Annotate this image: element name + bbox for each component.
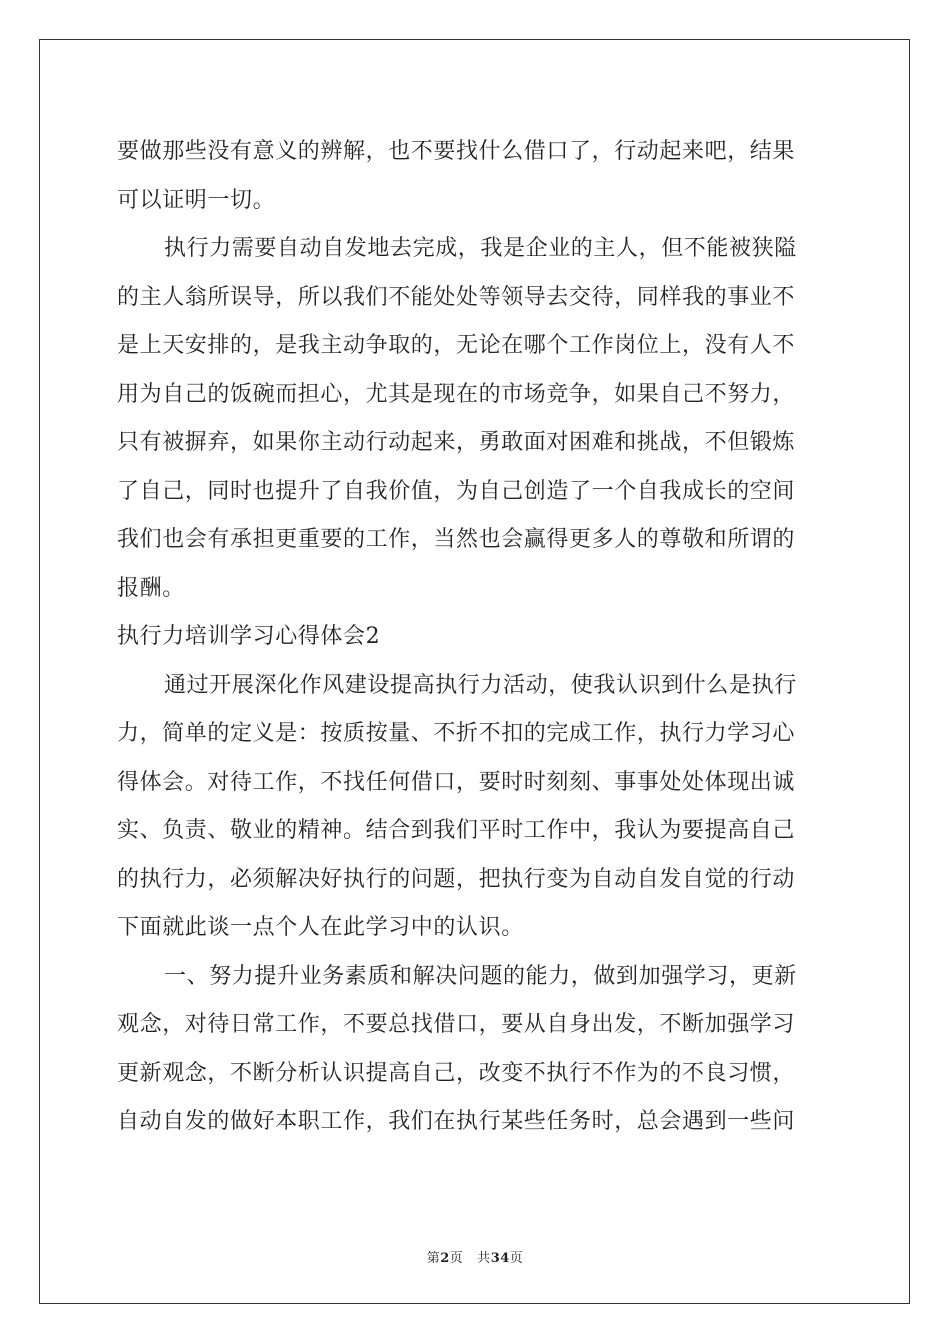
page-prefix: 第 [426,1251,441,1266]
total-prefix: 共 [477,1251,491,1266]
total-pages: 34 [490,1251,510,1266]
total-unit: 页 [509,1251,524,1266]
text-line: 要做那些没有意义的辨解，也不要找什么借口了，行动起来吧，结果 [117,139,796,164]
text-line: 得体会。对待工作，不找任何借口，要时时刻刻、事事处处体现出诚 [117,769,796,795]
text-line: 实、负责、敬业的精神。结合到我们平时工作中，我认为要提高自己 [117,818,796,843]
text-line: 的执行力，必须解决好执行的问题，把执行变为自动自发自觉的行动 [117,866,796,892]
text-line: 用为自己的饭碗而担心，尤其是现在的市场竞争，如果自己不努力， [117,381,796,407]
text-line: 报酬。 [117,575,185,601]
page-footer [0,1247,950,1266]
document-body [117,128,835,1147]
text-line: 的主人翁所误导，所以我们不能处处等领导去交待，同样我的事业不 [117,284,796,310]
text-line: 下面就此谈一点个人在此学习中的认识。 [117,915,524,940]
paragraph-start-line: 执行力需要自动自发地去完成，我是企业的主人，但不能被狭隘 [164,236,797,261]
text-line: 力，简单的定义是：按质按量、不折不扣的完成工作，执行力学习心 [117,721,796,746]
text-line: 我们也会有承担更重要的工作，当然也会赢得更多人的尊敬和所谓的 [117,527,796,552]
text-line: 是上天安排的，是我主动争取的，无论在哪个工作岗位上，没有人不 [117,333,796,358]
text-line: 只有被摒弃，如果你主动行动起来，勇敢面对困难和挑战，不但锻炼 [117,430,796,455]
text-line: 观念，对待日常工作，不要总找借口，要从自身出发，不断加强学习 [117,1012,796,1037]
text-line: 更新观念，不断分析认识提高自己，改变不执行不作为的不良习惯， [117,1060,796,1086]
text-line: 可以证明一切。 [117,187,276,213]
page-number: 2 [440,1251,450,1266]
paragraph-start-line: 一、努力提升业务素质和解决问题的能力，做到加强学习，更新 [164,963,797,989]
text-line: 了自己，同时也提升了自我价值，为自己创造了一个自我成长的空间 [117,478,796,504]
page-unit: 页 [449,1251,464,1266]
text-line: 自动自发的做好本职工作，我们在执行某些任务时，总会遇到一些问 [117,1109,796,1134]
paragraph-start-line: 通过开展深化作风建设提高执行力活动，使我认识到什么是执行 [164,672,797,698]
section-heading: 执行力培训学习心得体会2 [117,624,381,649]
